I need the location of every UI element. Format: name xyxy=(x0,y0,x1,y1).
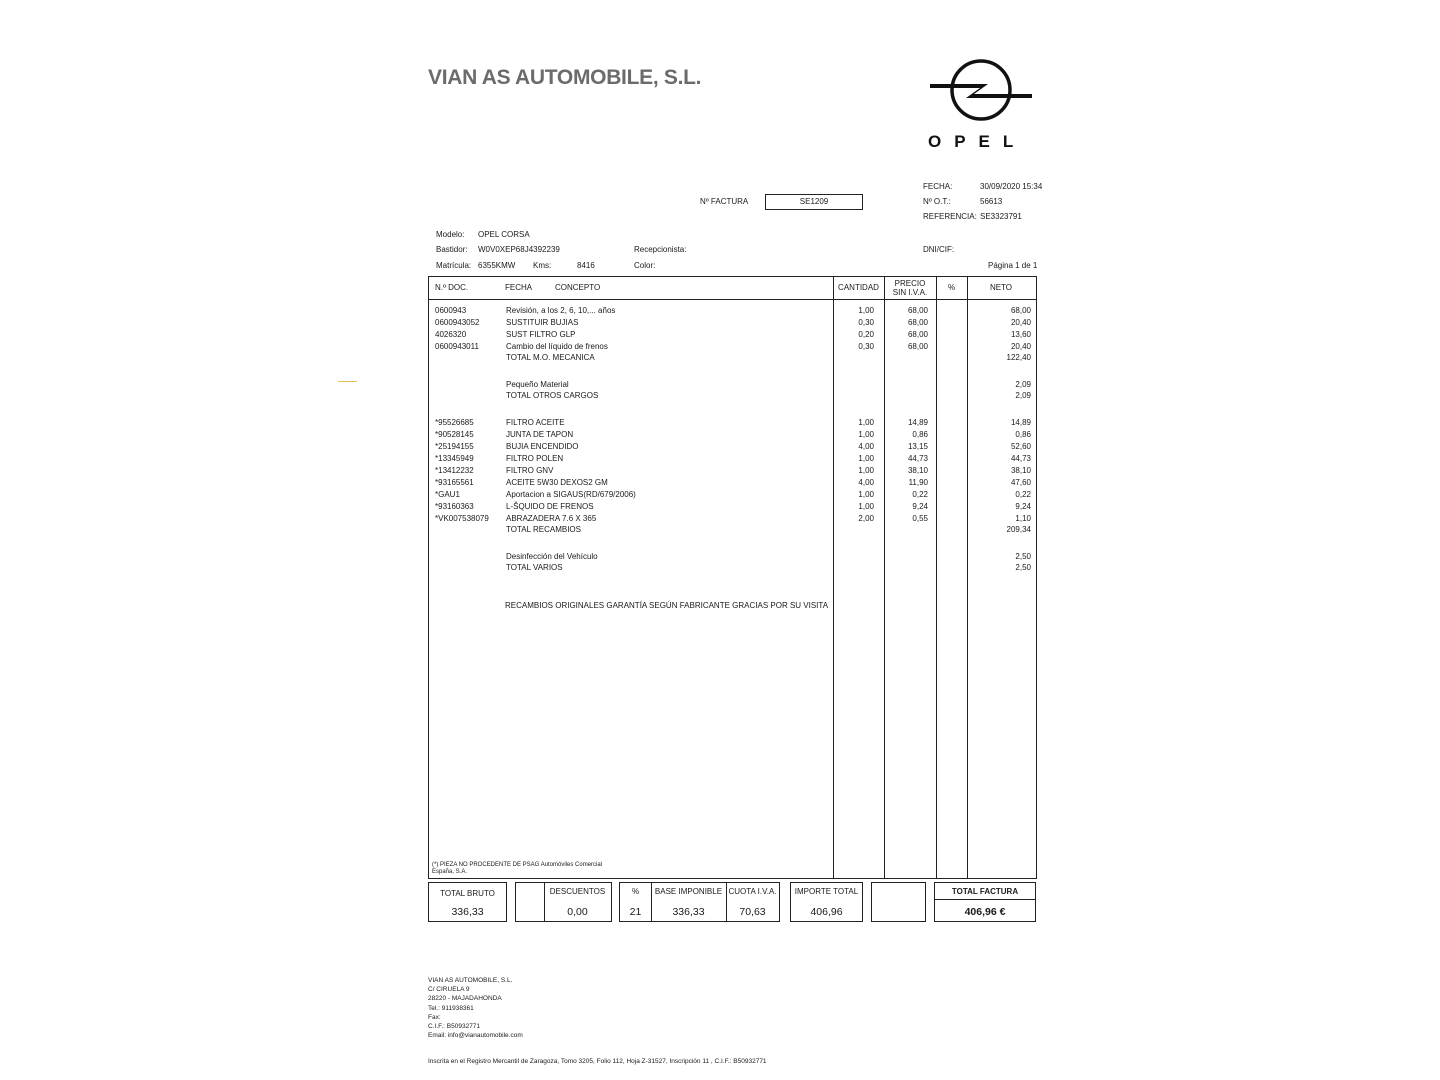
row-doc: 0600943011 xyxy=(435,342,479,351)
footer-line: Fax: xyxy=(428,1013,441,1021)
cuota-iva-label: CUOTA I.V.A. xyxy=(728,887,777,896)
company-name: VIAN AS AUTOMOBILE, S.L. xyxy=(428,66,702,89)
table-row xyxy=(429,417,1036,429)
total-factura-value: 406,96 € xyxy=(964,906,1006,918)
table-row xyxy=(429,329,1036,341)
footer-line: 28220 - MAJADAHONDA xyxy=(428,995,502,1003)
dni-label: DNI/CIF: xyxy=(923,245,955,254)
iva-box xyxy=(619,882,780,922)
row-precio: 68,00 xyxy=(907,318,928,327)
row-concepto: TOTAL OTROS CARGOS xyxy=(506,391,599,400)
footer-line: C.I.F.: B50932771 xyxy=(428,1023,481,1031)
table-row xyxy=(429,429,1036,441)
row-concepto: L-ŠQUIDO DE FRENOS xyxy=(506,502,594,511)
table-row xyxy=(429,441,1036,453)
footer-line: C/ CIRUELA 9 xyxy=(428,986,470,994)
invoice-lines-table xyxy=(428,276,1037,879)
brand-wordmark: OPEL xyxy=(928,132,1027,151)
row-precio: 44,73 xyxy=(907,454,928,463)
row-doc: *25194155 xyxy=(435,442,474,451)
row-doc: *90528145 xyxy=(435,430,474,439)
ot-label: Nº O.T.: xyxy=(923,197,951,206)
kms-label: Kms: xyxy=(533,261,552,270)
row-precio: 38,10 xyxy=(907,466,928,475)
color-label: Color: xyxy=(634,261,656,270)
total-factura-label: TOTAL FACTURA xyxy=(951,887,1019,896)
table-row xyxy=(429,317,1036,329)
row-concepto: Cambio del líquido de frenos xyxy=(506,342,608,351)
factura-number: SE1209 xyxy=(765,194,863,210)
footer-line: Email: info@vianautomobile.com xyxy=(428,1032,523,1040)
row-precio: 0,55 xyxy=(912,514,928,523)
row-doc: *13412232 xyxy=(435,466,474,475)
row-concepto: RECAMBIOS ORIGINALES GARANTÍA SEGÚN FABRICANTE GRACIAS POR SU VISITA xyxy=(505,601,829,610)
row-cantidad: 1,00 xyxy=(858,502,874,511)
row-concepto: ABRAZADERA 7.6 X 365 xyxy=(506,514,597,523)
ot-value: 56613 xyxy=(980,197,1003,206)
row-neto: 122,40 xyxy=(1006,353,1031,362)
row-precio: 14,89 xyxy=(907,418,928,427)
matricula-value: 6355KMW xyxy=(478,261,516,270)
row-neto: 20,40 xyxy=(1010,318,1031,327)
row-neto: 44,73 xyxy=(1010,454,1031,463)
row-neto: 14,89 xyxy=(1010,418,1031,427)
col-header-neto: NETO xyxy=(989,283,1013,292)
row-precio: 0,22 xyxy=(912,490,928,499)
table-row xyxy=(429,305,1036,317)
row-cantidad: 0,30 xyxy=(858,318,874,327)
row-cantidad: 1,00 xyxy=(858,418,874,427)
descuentos-box xyxy=(515,882,612,922)
pct-value: 21 xyxy=(629,906,642,918)
base-imponible-value: 336,33 xyxy=(672,906,705,918)
base-imponible-label: BASE IMPONIBLE xyxy=(654,887,723,896)
col-header-precio-line2: SIN I.V.A. xyxy=(892,288,928,297)
col-header-precio xyxy=(884,279,936,297)
row-concepto: Aportacion a SIGAUS(RD/679/2006) xyxy=(506,490,636,499)
row-doc: 0600943052 xyxy=(435,318,480,327)
row-neto: 2,50 xyxy=(1015,563,1031,572)
row-neto: 9,24 xyxy=(1015,502,1031,511)
col-divider xyxy=(936,277,937,878)
row-doc: 0600943 xyxy=(435,306,467,315)
footer-line: VIAN AS AUTOMOBILE, S.L. xyxy=(428,977,513,984)
company-footer xyxy=(428,976,523,1040)
row-cantidad: 1,00 xyxy=(858,466,874,475)
modelo-label: Modelo: xyxy=(436,230,465,239)
total-bruto-box xyxy=(428,882,507,922)
importe-total-label: IMPORTE TOTAL xyxy=(794,887,859,896)
row-concepto: SUSTITUIR BUJIAS xyxy=(506,318,579,327)
bastidor-label: Bastidor: xyxy=(436,245,468,254)
kms-value: 8416 xyxy=(577,261,595,270)
row-concepto: Pequeño Material xyxy=(506,380,569,389)
total-factura-divider xyxy=(935,899,1035,900)
row-doc: 4026320 xyxy=(435,330,467,339)
row-concepto: TOTAL RECAMBIOS xyxy=(506,525,581,534)
row-neto: 2,09 xyxy=(1015,391,1031,400)
table-row xyxy=(429,477,1036,489)
fecha-label: FECHA: xyxy=(923,182,953,191)
row-cantidad: 0,20 xyxy=(858,330,874,339)
empty-total-box xyxy=(871,882,926,922)
row-doc: *13345949 xyxy=(435,454,474,463)
factura-label: Nº FACTURA xyxy=(700,197,749,206)
row-cantidad: 2,00 xyxy=(858,514,874,523)
row-concepto: FILTRO ACEITE xyxy=(506,418,565,427)
modelo-value: OPEL CORSA xyxy=(478,230,530,239)
bastidor-value: W0V0XEP68J4392239 xyxy=(478,245,560,254)
referencia-value: SE3323791 xyxy=(980,212,1022,221)
row-cantidad: 1,00 xyxy=(858,430,874,439)
col-header-fecha: FECHA xyxy=(505,283,533,292)
fecha-value: 30/09/2020 15:34 xyxy=(980,182,1043,191)
header-divider xyxy=(429,299,1036,300)
total-bruto-label: TOTAL BRUTO xyxy=(440,889,495,898)
row-cantidad: 1,00 xyxy=(858,454,874,463)
row-precio: 9,24 xyxy=(912,502,928,511)
row-neto: 68,00 xyxy=(1010,306,1031,315)
table-row xyxy=(429,489,1036,501)
total-factura-box xyxy=(934,882,1036,922)
row-concepto: TOTAL VARIOS xyxy=(506,563,563,572)
footnote: (*) PIEZA NO PROCEDENTE DE PSAG Automóviles Comercial España, S.A. xyxy=(432,862,603,875)
col-header-concepto: CONCEPTO xyxy=(555,283,601,292)
row-doc: *GAU1 xyxy=(435,490,460,499)
row-concepto: Desinfección del Vehículo xyxy=(506,552,598,561)
recepcionista-label: Recepcionista: xyxy=(634,245,687,254)
row-precio: 13,15 xyxy=(907,442,928,451)
col-divider xyxy=(884,277,885,878)
row-neto: 13,60 xyxy=(1010,330,1031,339)
importe-total-box xyxy=(790,882,863,922)
row-cantidad: 0,30 xyxy=(858,342,874,351)
row-cantidad: 4,00 xyxy=(858,478,874,487)
row-concepto: FILTRO POLEN xyxy=(506,454,564,463)
descuentos-label: DESCUENTOS xyxy=(549,887,606,896)
table-row xyxy=(429,453,1036,465)
row-doc: *93165561 xyxy=(435,478,474,487)
matricula-label: Matrícula: xyxy=(436,261,472,270)
cuota-iva-value: 70,63 xyxy=(739,906,766,918)
row-concepto: FILTRO GNV xyxy=(506,466,554,475)
table-row xyxy=(429,352,1036,364)
col-header-precio-line1: PRECIO xyxy=(894,279,926,288)
row-neto: 0,86 xyxy=(1015,430,1031,439)
row-precio: 11,90 xyxy=(908,478,928,487)
row-concepto: JUNTA DE TAPON xyxy=(506,430,574,439)
col-header-cantidad: CANTIDAD xyxy=(838,283,879,292)
total-bruto-value: 336,33 xyxy=(451,906,484,918)
row-precio: 68,00 xyxy=(907,306,928,315)
row-neto: 20,40 xyxy=(1010,342,1031,351)
table-row xyxy=(429,562,1036,574)
table-row xyxy=(429,600,1036,612)
table-row xyxy=(429,465,1036,477)
row-doc: *93160363 xyxy=(435,502,474,511)
row-neto: 47,60 xyxy=(1010,478,1031,487)
row-precio: 68,00 xyxy=(907,330,928,339)
row-neto: 2,50 xyxy=(1015,552,1031,561)
table-row xyxy=(429,501,1036,513)
row-precio: 0,86 xyxy=(912,430,928,439)
footer-line: Tel.: 911938361 xyxy=(428,1004,474,1012)
importe-total-value: 406,96 xyxy=(810,906,843,918)
page-indicator: Página 1 de 1 xyxy=(988,261,1038,270)
registro-mercantil: Inscrita en el Registro Mercantil de Zaragoza, Tomo 3205, Folio 112, Hoja Z-31527, Inscripción 11 , C.I.F.: B50932771 xyxy=(428,1058,767,1065)
row-cantidad: 4,00 xyxy=(858,442,874,451)
pct-label: % xyxy=(631,887,640,896)
row-neto: 0,22 xyxy=(1015,490,1031,499)
row-neto: 209,34 xyxy=(1006,525,1031,534)
row-neto: 1,10 xyxy=(1015,514,1031,523)
col-divider xyxy=(833,277,834,878)
row-neto: 2,09 xyxy=(1015,380,1031,389)
row-concepto: SUST FILTRO GLP xyxy=(506,330,576,339)
row-doc: *95526685 xyxy=(435,418,474,427)
row-cantidad: 1,00 xyxy=(858,490,874,499)
row-concepto: Revisión, a los 2, 6, 10,... años xyxy=(506,306,616,315)
row-concepto: BUJIA ENCENDIDO xyxy=(506,442,579,451)
row-neto: 52,60 xyxy=(1010,442,1031,451)
col-header-pct: % xyxy=(947,283,956,292)
stray-mark xyxy=(338,381,357,382)
row-cantidad: 1,00 xyxy=(858,306,874,315)
row-precio: 68,00 xyxy=(907,342,928,351)
table-row xyxy=(429,390,1036,402)
referencia-label: REFERENCIA: xyxy=(923,212,977,221)
row-concepto: ACEITE 5W30 DEXOS2 GM xyxy=(506,478,608,487)
table-row xyxy=(429,524,1036,536)
col-header-doc: N.º DOC. xyxy=(435,283,469,292)
row-neto: 38,10 xyxy=(1010,466,1031,475)
col-divider xyxy=(967,277,968,878)
opel-logo-icon xyxy=(926,58,1036,128)
row-doc: *VK007538079 xyxy=(435,514,489,523)
descuentos-value: 0,00 xyxy=(567,906,588,918)
row-concepto: TOTAL M.O. MECANICA xyxy=(506,353,595,362)
